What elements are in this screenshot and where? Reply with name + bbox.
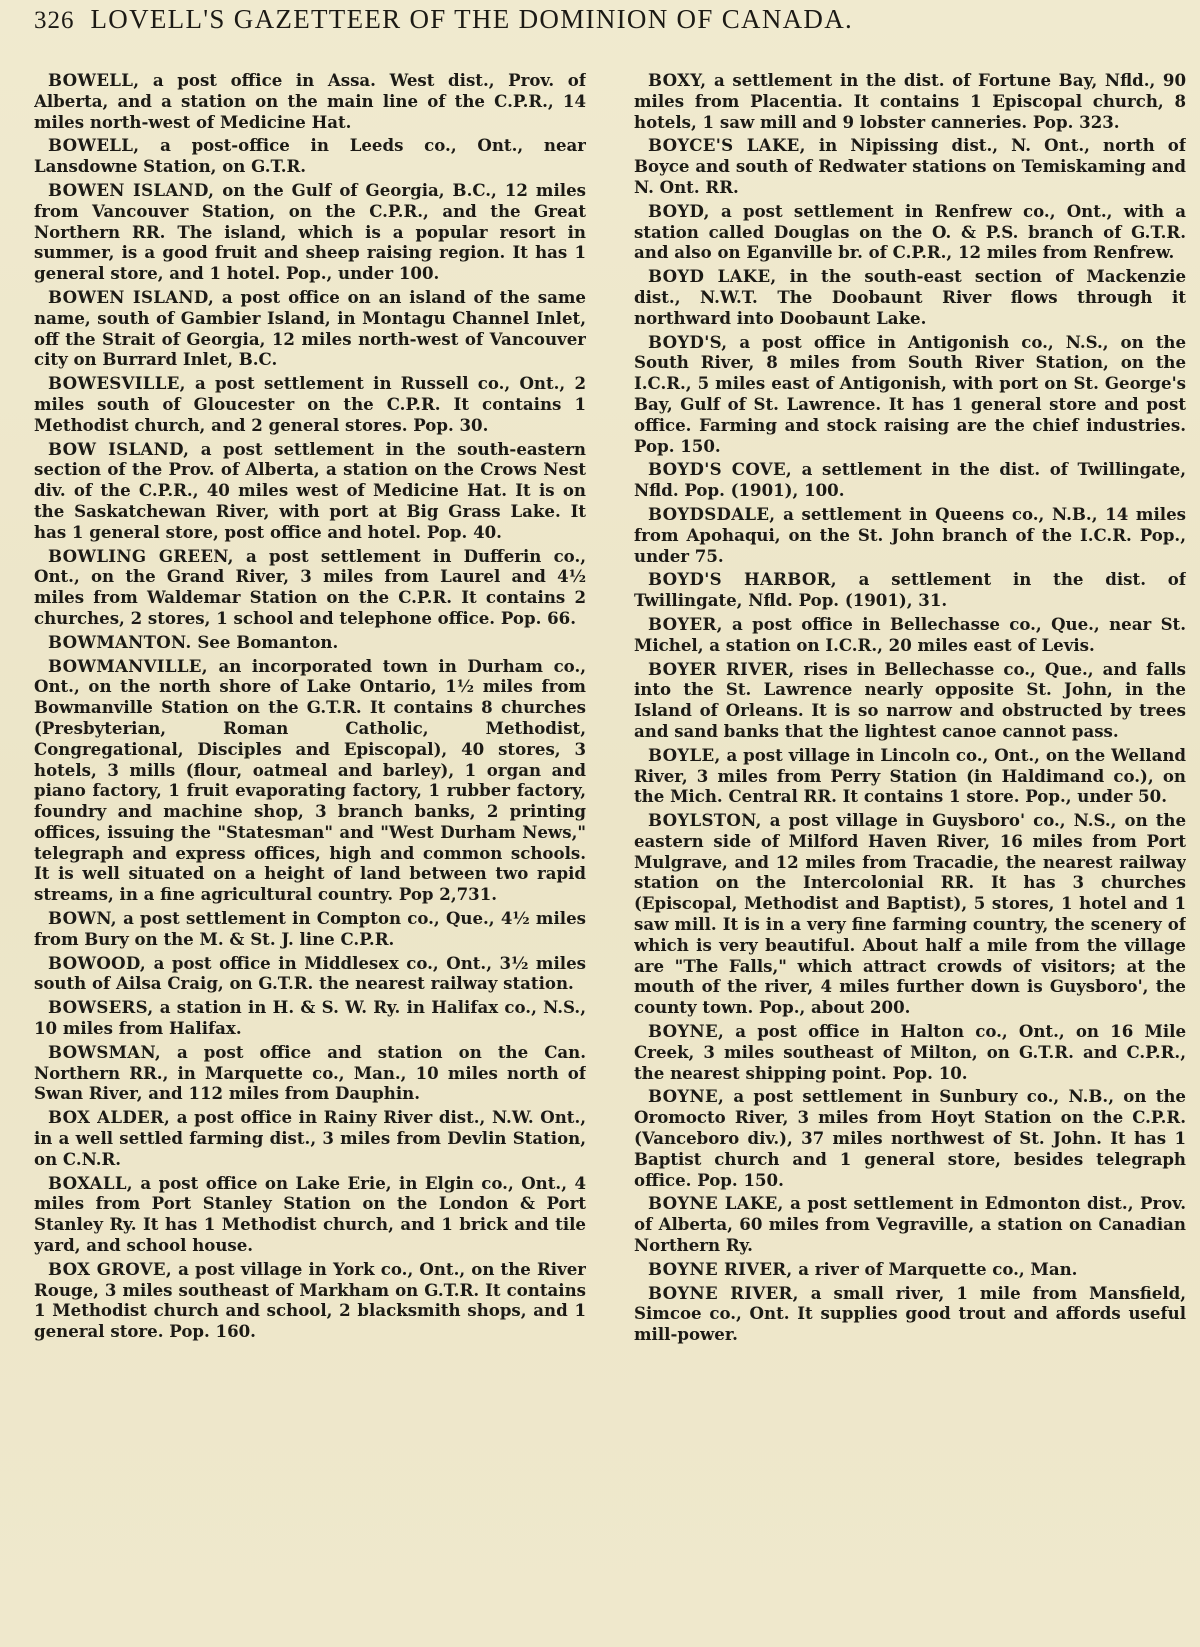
entry-headword: BOWSMAN, <box>48 1041 161 1062</box>
entry-headword: BOYDSDALE, <box>648 503 776 524</box>
entry-headword: BOYD'S HARBOR, <box>648 569 837 590</box>
gazetteer-entry <box>34 546 586 629</box>
gazetteer-entry <box>634 1086 1186 1190</box>
entry-headword: BOWEN ISLAND, <box>48 179 215 200</box>
entry-headword: BOYNE RIVER, <box>648 1258 793 1279</box>
entry-text: a post-office in Leeds co., Ont., near Lansdowne Station, on G.T.R. <box>34 135 586 177</box>
gazetteer-entry <box>634 1193 1186 1255</box>
entry-text: a station in H. & S. W. Ry. in Halifax co., N.S., 10 miles from Halifax. <box>34 997 586 1039</box>
gazetteer-entry <box>634 614 1186 656</box>
entry-text: a post settlement in Renfrew co., Ont., with a station called Douglas on the O. & P.S. branch of G.T.R. and also on Eganville br. of C.P.R., 12 miles from Renfrew. <box>634 200 1186 263</box>
gazetteer-entry <box>634 659 1186 742</box>
gazetteer-entry <box>634 504 1186 566</box>
entry-headword: BOWELL, <box>48 70 140 90</box>
entry-headword: BOXALL, <box>48 1172 133 1193</box>
entry-headword: BOYER RIVER, <box>648 658 795 679</box>
gazetteer-entry <box>634 70 1186 132</box>
entry-text: a post village in Guysboro' co., N.S., on the eastern side of Milford Haven River, 16 miles from Port Mulgrave, and 12 miles from Tracadie, the nearest railway station on the Intercolonial RR. It has 3 churches (Episcopal, Methodist and Baptist), 5 stores, 1 hotel and 1 saw mill. It is in a very fine farming country, the scenery of which is very beautiful. About half a mile from the village are "The Falls," which attract crowds of visitors; at the mouth of the river, 4 miles further down is Guysboro', the county town. Pop., about 200. <box>634 810 1186 1018</box>
gazetteer-entry <box>634 332 1186 457</box>
entry-headword: BOYNE, <box>648 1021 725 1042</box>
entry-headword: BOX ALDER, <box>48 1107 171 1128</box>
entry-headword: BOYD'S, <box>648 331 728 352</box>
gazetteer-entry <box>634 1283 1186 1345</box>
entry-headword: BOWMANVILLE, <box>48 655 208 676</box>
entry-headword: BOYNE LAKE, <box>648 1193 784 1214</box>
entry-text: a post office in Halton co., Ont., on 16 Mile Creek, 3 miles southeast of Milton, on G.T.R. and C.P.R., the nearest shipping point. Pop. 10. <box>634 1021 1186 1083</box>
entry-text: a post village in York co., Ont., on the River Rouge, 3 miles southeast of Markham on G.T.R. It contains 1 Methodist church and school, 2 blacksmith shops, and 1 general store. Pop. 160. <box>34 1258 586 1342</box>
entry-text: a post office on an island of the same name, south of Gambier Island, in Montagu Channel Inlet, off the Strait of Georgia, 12 miles north-west of Vancouver city on Burrard Inlet, B.C. <box>34 286 586 370</box>
entry-headword: BOWELL, <box>48 135 140 156</box>
entry-text: See Bomanton. <box>197 631 339 652</box>
gazetteer-entry <box>34 908 586 950</box>
entry-text: a post settlement in Sunbury co., N.B., on the Oromocto River, 3 miles from Hoyt Station on the C.P.R. (Vanceboro div.), 37 miles northwest of St. John. It has 1 Baptist church and 1 general store, besides telegraph office. Pop. 150. <box>634 1086 1186 1190</box>
gazetteer-entry <box>34 1173 586 1256</box>
entry-text: a post office and station on the Can. Northern RR., in Marquette co., Man., 10 miles north of Swan River, and 112 miles from Dauphin. <box>34 1041 586 1104</box>
entry-headword: BOYNE RIVER, <box>648 1282 799 1303</box>
gazetteer-entry <box>634 266 1186 328</box>
entry-text: rises in Bellechasse co., Que., and falls into the St. Lawrence nearly opposite St. John, in the Island of Orleans. It is so narrow and obstructed by trees and sand banks that the lightest canoe cannot pass. <box>634 658 1186 741</box>
gazetteer-entry <box>634 1259 1186 1280</box>
entry-headword: BOW ISLAND, <box>48 438 190 459</box>
entry-headword: BOYER, <box>648 613 723 634</box>
gazetteer-entry <box>34 287 586 370</box>
gazetteer-entry <box>34 439 586 543</box>
entry-headword: BOYD'S COVE, <box>648 459 792 480</box>
gazetteer-entry <box>34 180 586 284</box>
entry-text: in Nipissing dist., N. Ont., north of Boyce and south of Redwater stations on Temiskaming and N. Ont. RR. <box>634 135 1186 197</box>
entry-headword: BOWEN ISLAND, <box>48 286 215 307</box>
entry-text: an incorporated town in Durham co., Ont., on the north shore of Lake Ontario, 1½ miles from Bowmanville Station on the G.T.R. It contains 8 churches (Presbyterian, Roman Catholic, Methodist, Congregational, Disciples and Episcopal), 40 stores, 3 hotels, 3 mills (flour, oatmeal and barley), 1 organ and piano factory, 1 fruit evaporating factory, 1 rubber factory, foundry and machine shop, 3 branch banks, 2 printing offices, issuing the "Statesman" and "West Durham News," telegraph and express offices, high and common schools. It is well situated on a height of land between two rapid streams, in a fine agricultural country. Pop 2,731. <box>34 655 586 905</box>
entry-text: a post settlement in Edmonton dist., Prov. of Alberta, 60 miles from Vegraville, a station on Canadian Northern Ry. <box>634 1193 1186 1256</box>
entry-headword: BOWOOD, <box>48 952 147 973</box>
gazetteer-entry <box>34 953 586 995</box>
entry-text: a post office in Antigonish co., N.S., on the South River, 8 miles from South River Station, on the I.C.R., 5 miles east of Antigonish, with port on St. George's Bay, Gulf of St. Lawrence. It has 1 general store and post office. Farming and stock raising are the chief industries. Pop. 150. <box>634 331 1186 456</box>
entry-text: a settlement in the dist. of Twillingate, Nfld. Pop. (1901), 31. <box>634 569 1186 611</box>
entry-text: a post office in Middlesex co., Ont., 3½ miles south of Ailsa Craig, on G.T.R. the nearest railway station. <box>34 952 586 994</box>
entry-text: a post office in Rainy River dist., N.W. Ont., in a well settled farming dist., 3 miles from Devlin Station, on C.N.R. <box>34 1107 586 1169</box>
entry-text: a river of Marquette co., Man. <box>798 1258 1078 1279</box>
right-column <box>634 70 1186 1635</box>
entry-headword: BOYCE'S LAKE, <box>648 135 806 156</box>
entry-headword: BOXY, <box>648 70 707 90</box>
entry-text: a post village in Lincoln co., Ont., on the Welland River, 3 miles from Perry Station (in Haldimand co.), on the Mich. Central RR. It contains 1 store. Pop., under 50. <box>634 744 1186 807</box>
gazetteer-entry <box>34 1107 586 1169</box>
page-title: LOVELL'S GAZETTEER OF THE DOMINION OF CANADA. <box>90 4 854 34</box>
entry-headword: BOYD, <box>648 200 710 221</box>
gazetteer-entry <box>634 1021 1186 1083</box>
running-head <box>34 4 1164 38</box>
left-column <box>34 70 586 1635</box>
gazetteer-entry <box>34 70 586 132</box>
entry-text: a post settlement in the south-eastern section of the Prov. of Alberta, a station on the Crows Nest div. of the C.P.R., 40 miles west of Medicine Hat. It is on the Saskatchewan River, with port at Big Grass Lake. It has 1 general store, post office and hotel. Pop. 40. <box>34 438 586 542</box>
entry-text: a settlement in the dist. of Fortune Bay, Nfld., 90 miles from Placentia. It contains 1 Episcopal church, 8 hotels, 1 saw mill and 9 lobster canneries. Pop. 323. <box>634 70 1186 132</box>
entry-headword: BOWLING GREEN, <box>48 545 234 566</box>
entry-headword: BOWMANTON. <box>48 631 192 652</box>
gazetteer-entry <box>634 569 1186 611</box>
gazetteer-entry <box>34 997 586 1039</box>
gazetteer-entry <box>34 1259 586 1342</box>
entry-text: a post office in Assa. West dist., Prov. of Alberta, and a station on the main line of the C.P.R., 14 miles north-west of Medicine Hat. <box>34 70 586 132</box>
entry-text: on the Gulf of Georgia, B.C., 12 miles from Vancouver Station, on the C.P.R., and the Great Northern RR. The island, which is a popular resort in summer, is a good fruit and sheep raising region. It has 1 general store, and 1 hotel. Pop., under 100. <box>34 179 586 284</box>
gazetteer-entry <box>34 135 586 177</box>
entry-text: a post settlement in Russell co., Ont., 2 miles south of Gloucester on the C.P.R. It contains 1 Methodist church, and 2 general stores. Pop. 30. <box>34 373 586 435</box>
entry-headword: BOWSERS, <box>48 997 154 1018</box>
gazetteer-entry <box>34 656 586 906</box>
gazetteer-entry <box>634 745 1186 807</box>
entry-text: a small river, 1 mile from Mansfield, Simcoe co., Ont. It supplies good trout and affords useful mill-power. <box>634 1282 1186 1345</box>
entry-headword: BOYNE, <box>648 1086 725 1107</box>
entry-headword: BOYLE, <box>648 744 721 765</box>
gazetteer-entry <box>34 373 586 435</box>
page-number: 326 <box>34 7 75 34</box>
entry-text: a post settlement in Dufferin co., Ont., on the Grand River, 3 miles from Laurel and 4½ miles from Waldemar Station on the C.P.R. It contains 2 churches, 2 stores, 1 school and telephone office. Pop. 66. <box>34 545 586 628</box>
gazetteer-entry <box>634 135 1186 197</box>
entry-text: a settlement in the dist. of Twillingate, Nfld. Pop. (1901), 100. <box>634 459 1186 501</box>
entry-headword: BOYD LAKE, <box>648 266 777 287</box>
entry-headword: BOX GROVE, <box>48 1258 172 1279</box>
entry-headword: BOWN, <box>48 908 117 929</box>
gazetteer-entry <box>634 201 1186 263</box>
entry-headword: BOYLSTON, <box>648 810 762 831</box>
entry-text: a post office on Lake Erie, in Elgin co., Ont., 4 miles from Port Stanley Station on the London & Port Stanley Ry. It has 1 Methodist church, and 1 brick and tile yard, and school house. <box>34 1172 586 1256</box>
entry-text: a post office in Bellechasse co., Que., near St. Michel, a station on I.C.R., 20 miles east of Levis. <box>634 613 1186 655</box>
gazetteer-entry <box>34 632 586 653</box>
gazetteer-entry <box>34 1042 586 1104</box>
gazetteer-entry <box>634 459 1186 501</box>
entry-headword: BOWESVILLE, <box>48 373 186 394</box>
entry-text: a settlement in Queens co., N.B., 14 miles from Apohaqui, on the St. John branch of the I.C.R. Pop., under 75. <box>634 503 1186 566</box>
entry-text: in the south-east section of Mackenzie dist., N.W.T. The Doobaunt River flows through it northward into Doobaunt Lake. <box>634 266 1186 328</box>
entry-text: a post settlement in Compton co., Que., 4½ miles from Bury on the M. & St. J. line C.P.R. <box>34 908 586 949</box>
two-column-body <box>34 70 1186 1635</box>
gazetteer-entry <box>634 810 1186 1018</box>
